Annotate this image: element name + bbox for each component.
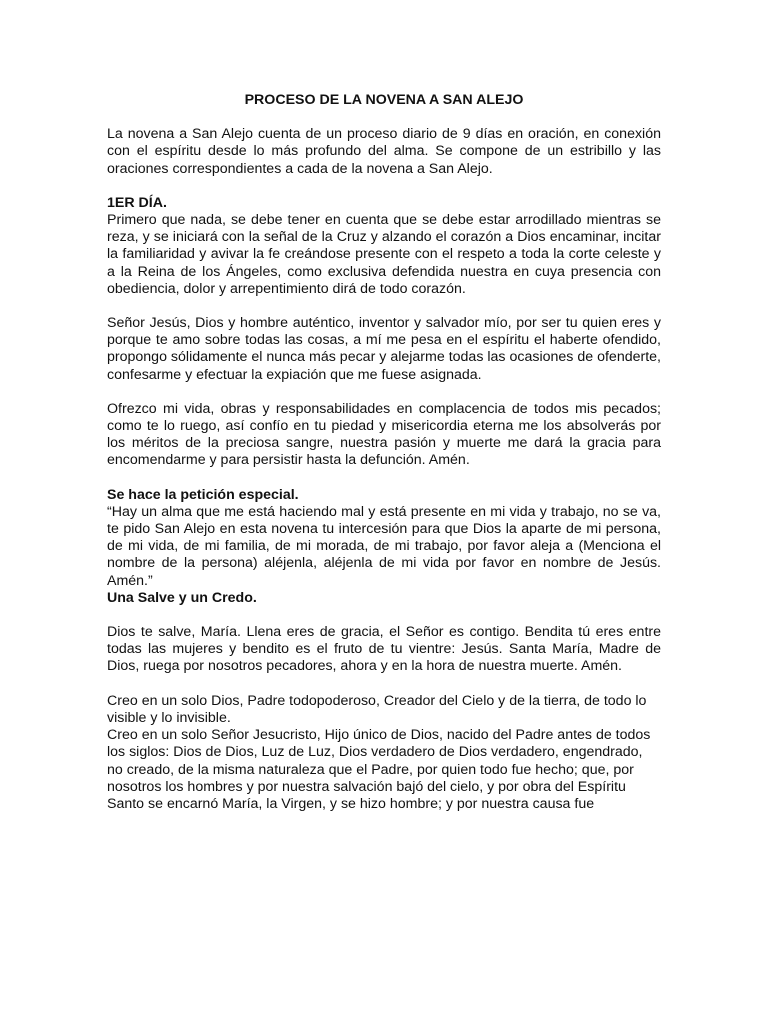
creed-block — [107, 693, 661, 813]
creed-line: nosotros los hombres y por nuestra salvación bajó del cielo, y por obra del Espíritu — [107, 778, 626, 795]
document-content — [107, 92, 661, 830]
day1-paragraph: Primero que nada, se debe tener en cuenta que se debe estar arrodillado mientras se reza, y se iniciará con la señal de la Cruz y alzando el corazón a Dios encaminar, incitar la familiaridad y avivar la fe creándose presente con el respeto a toda la corte celeste y a la Reina de los Ángeles, como exclusiva defendida nuestra en cuya presencia con obediencia, dolor y arrepentimiento dirá de todo corazón. — [107, 212, 661, 297]
creed-line: Creo en un solo Dios, Padre todopoderoso, Creador del Cielo y de la tierra, de todo lo visible y lo invisible. — [107, 692, 647, 726]
creed-line: Creo en un solo Señor Jesucristo, Hijo único de Dios, nacido del Padre antes de todos los siglos: Dios de Dios, Luz de Luz, Dios verdadero de Dios verdadero, engendrado, — [107, 727, 651, 761]
creed-line: Santo se encarnó María, la Virgen, y se hizo hombre; y por nuestra causa fue — [107, 795, 595, 812]
petition-paragraph: “Hay un alma que me está haciendo mal y está presente en mi vida y trabajo, no se va, te pido San Alejo en esta novena tu intercesión para que Dios la aparte de mi persona, de mi vida, de mi familia, de mi morada, de mi trabajo, por favor aleja a (Menciona el nombre de la persona) aléjenla, aléjenla de mi vida por favor en nombre de Jesús. Amén.” — [107, 503, 661, 589]
petition-heading: Se hace la petición especial. — [107, 486, 299, 503]
creed-line: no creado, de la misma naturaleza que el Padre, por quien todo fue hecho; que, por — [107, 761, 634, 778]
hail-mary-paragraph: Dios te salve, María. Llena eres de gracia, el Señor es contigo. Bendita tú eres entre todas las mujeres y bendito es el fruto de tu vientre: Jesús. Santa María, Madre de Dios, ruega por nosotros pecadores, ahora y en la hora de nuestra muerte. Amén. — [107, 624, 661, 675]
day1-heading: 1ER DÍA. — [107, 194, 167, 211]
prayer-paragraph-2: Ofrezco mi vida, obras y responsabilidades en complacencia de todos mis pecados; como te lo ruego, así confío en tu piedad y misericordia eterna me los absolverás por los méritos de la preciosa sangre, nuestra pasión y muerte me dará la gracia para encomendarme y para persistir hasta la defunción. Amén. — [107, 400, 661, 469]
salve-credo-heading: Una Salve y un Credo. — [107, 589, 257, 606]
document-title: PROCESO DE LA NOVENA A SAN ALEJO — [244, 92, 524, 108]
prayer-paragraph-1: Señor Jesús, Dios y hombre auténtico, inventor y salvador mío, por ser tu quien eres y porque te amo sobre todas las cosas, a mí me pesa en el espíritu el haberte ofendido, propongo sólidamente el nunca más pecar y alejarme todas las ocasiones de ofenderte, confesarme y efectuar la expiación que me fuese asignada. — [107, 315, 661, 383]
intro-paragraph: La novena a San Alejo cuenta de un proceso diario de 9 días en oración, en conexión con el espíritu desde lo más profundo del alma. Se compone de un estribillo y las oraciones correspondientes a cada de la novena a San Alejo. — [107, 126, 661, 177]
